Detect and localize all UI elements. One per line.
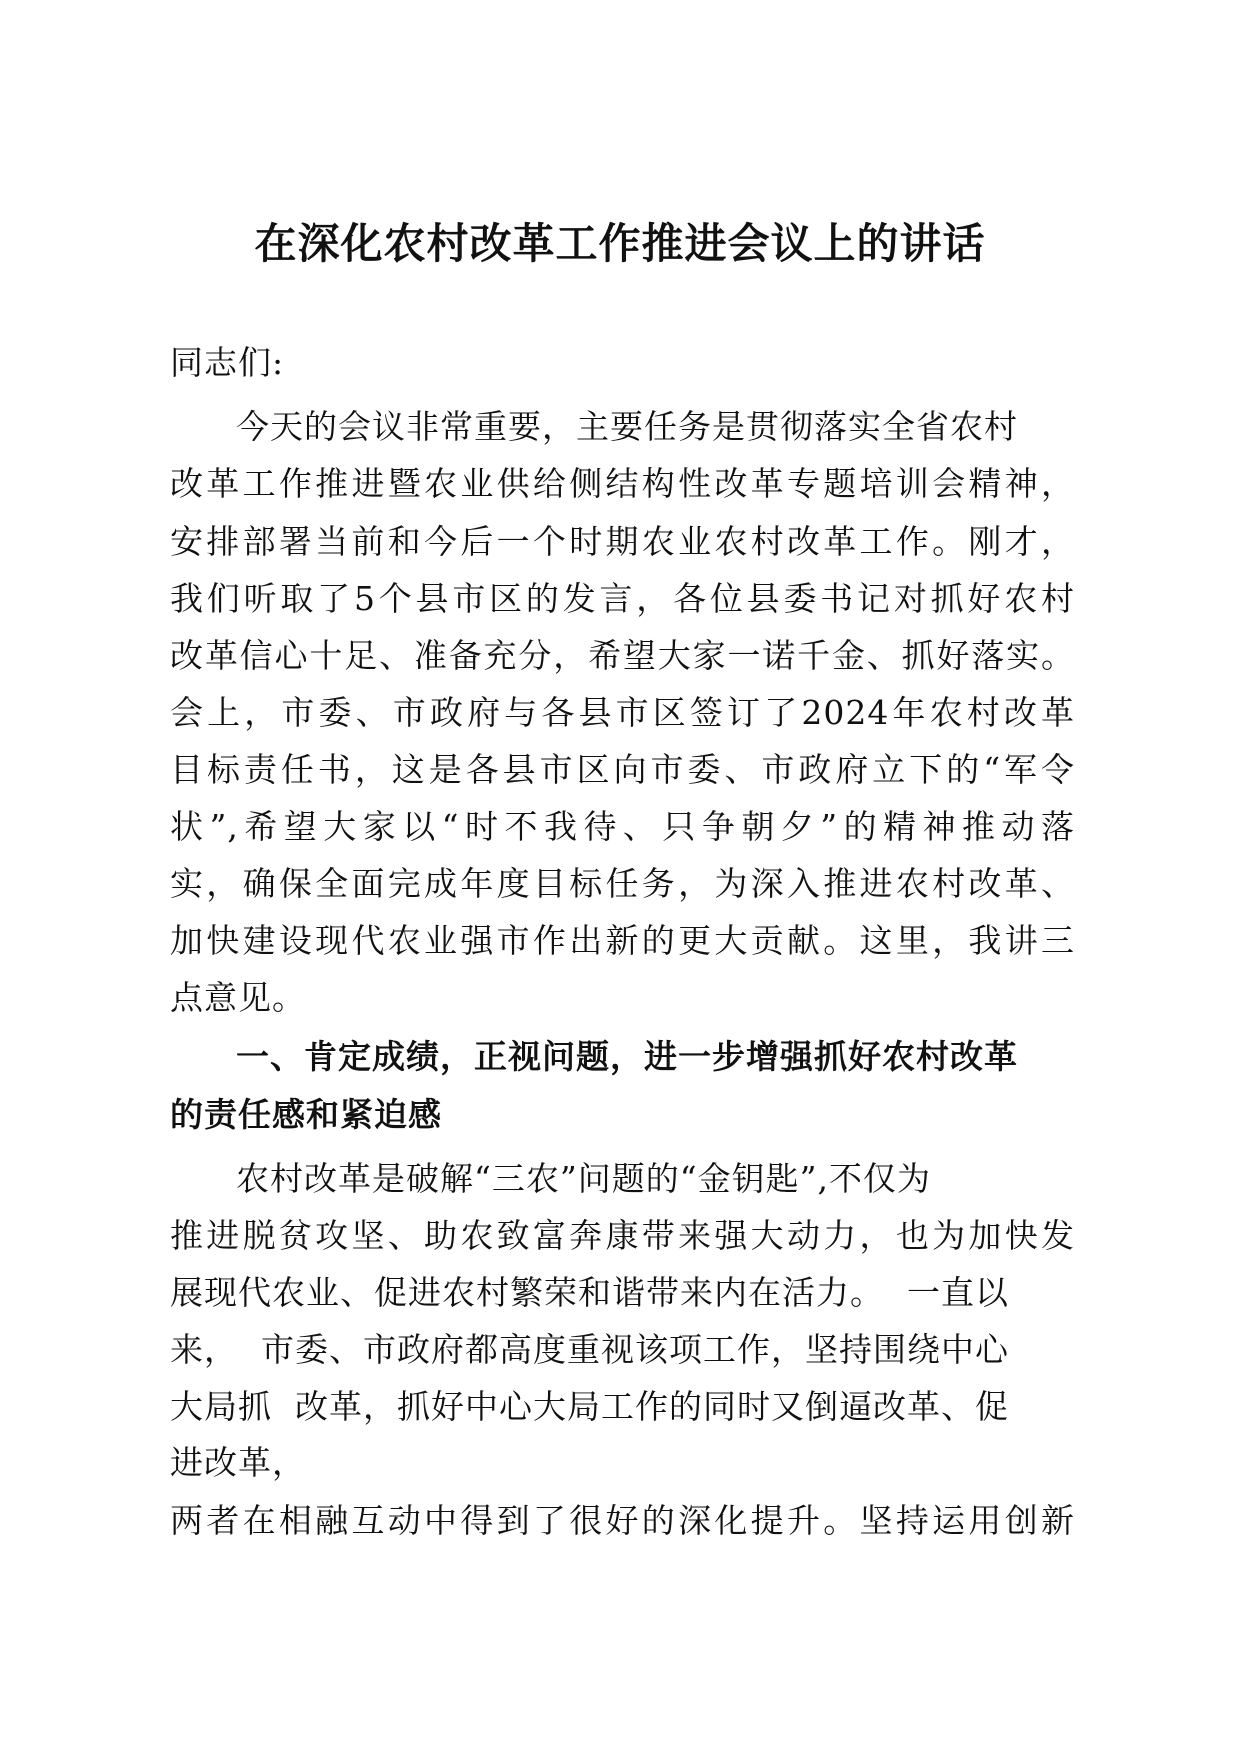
paragraph-line: 推进脱贫攻坚、助农致富奔康带来强大动力，也为加快发 — [170, 1216, 1075, 1255]
paragraph-line: 今天的会议非常重要，主要任务是贯彻落实全省农村 — [236, 407, 1018, 446]
paragraph-line: 安排部署当前和今后一个时期农业农村改革工作。刚才， — [170, 522, 1075, 561]
paragraph-line: 目标责任书，这是各县市区向市委、市政府立下的“军令 — [170, 750, 1075, 789]
section-heading: 一、肯定成绩，正视问题，进一步增强抓好农村改革 — [236, 1037, 1018, 1076]
paragraph-line: 状”,希望大家以“时不我待、只争朝夕”的精神推动落 — [170, 807, 1075, 846]
paragraph-line: 加快建设现代农业强市作出新的更大贡献。这里，我讲三 — [170, 921, 1075, 960]
section-heading: 的责任感和紧迫感 — [170, 1095, 442, 1134]
paragraph-line: 来， 市委、市政府都高度重视该项工作，坚持围绕中心 — [170, 1330, 1009, 1369]
paragraph-line: 点意见。 — [170, 978, 306, 1017]
paragraph-line: 展现代农业、促进农村繁荣和谐带来内在活力。 一直以 — [170, 1273, 1009, 1312]
paragraph-line: 农村改革是破解“三农”问题的“金钥匙”,不仅为 — [236, 1159, 931, 1198]
salutation: 同志们: — [170, 343, 285, 382]
paragraph-line: 两者在相融互动中得到了很好的深化提升。坚持运用创新 — [170, 1501, 1075, 1540]
paragraph-line: 实，确保全面完成年度目标任务，为深入推进农村改革、 — [170, 864, 1075, 903]
paragraph-line: 大局抓 改革，抓好中心大局工作的同时又倒逼改革、促 — [170, 1387, 1009, 1426]
paragraph-line: 进改革， — [170, 1443, 306, 1482]
paragraph-line: 我们听取了5个县市区的发言，各位县委书记对抓好农村 — [170, 579, 1075, 618]
document-title: 在深化农村改革工作推进会议上的讲话 — [254, 219, 986, 268]
paragraph-line: 会上，市委、市政府与各县市区签订了2024年农村改革 — [170, 693, 1075, 732]
paragraph-line: 改革工作推进暨农业供给侧结构性改革专题培训会精神， — [170, 464, 1075, 503]
paragraph-line: 改革信心十足、准备充分，希望大家一诺千金、抓好落实。 — [170, 636, 1075, 675]
